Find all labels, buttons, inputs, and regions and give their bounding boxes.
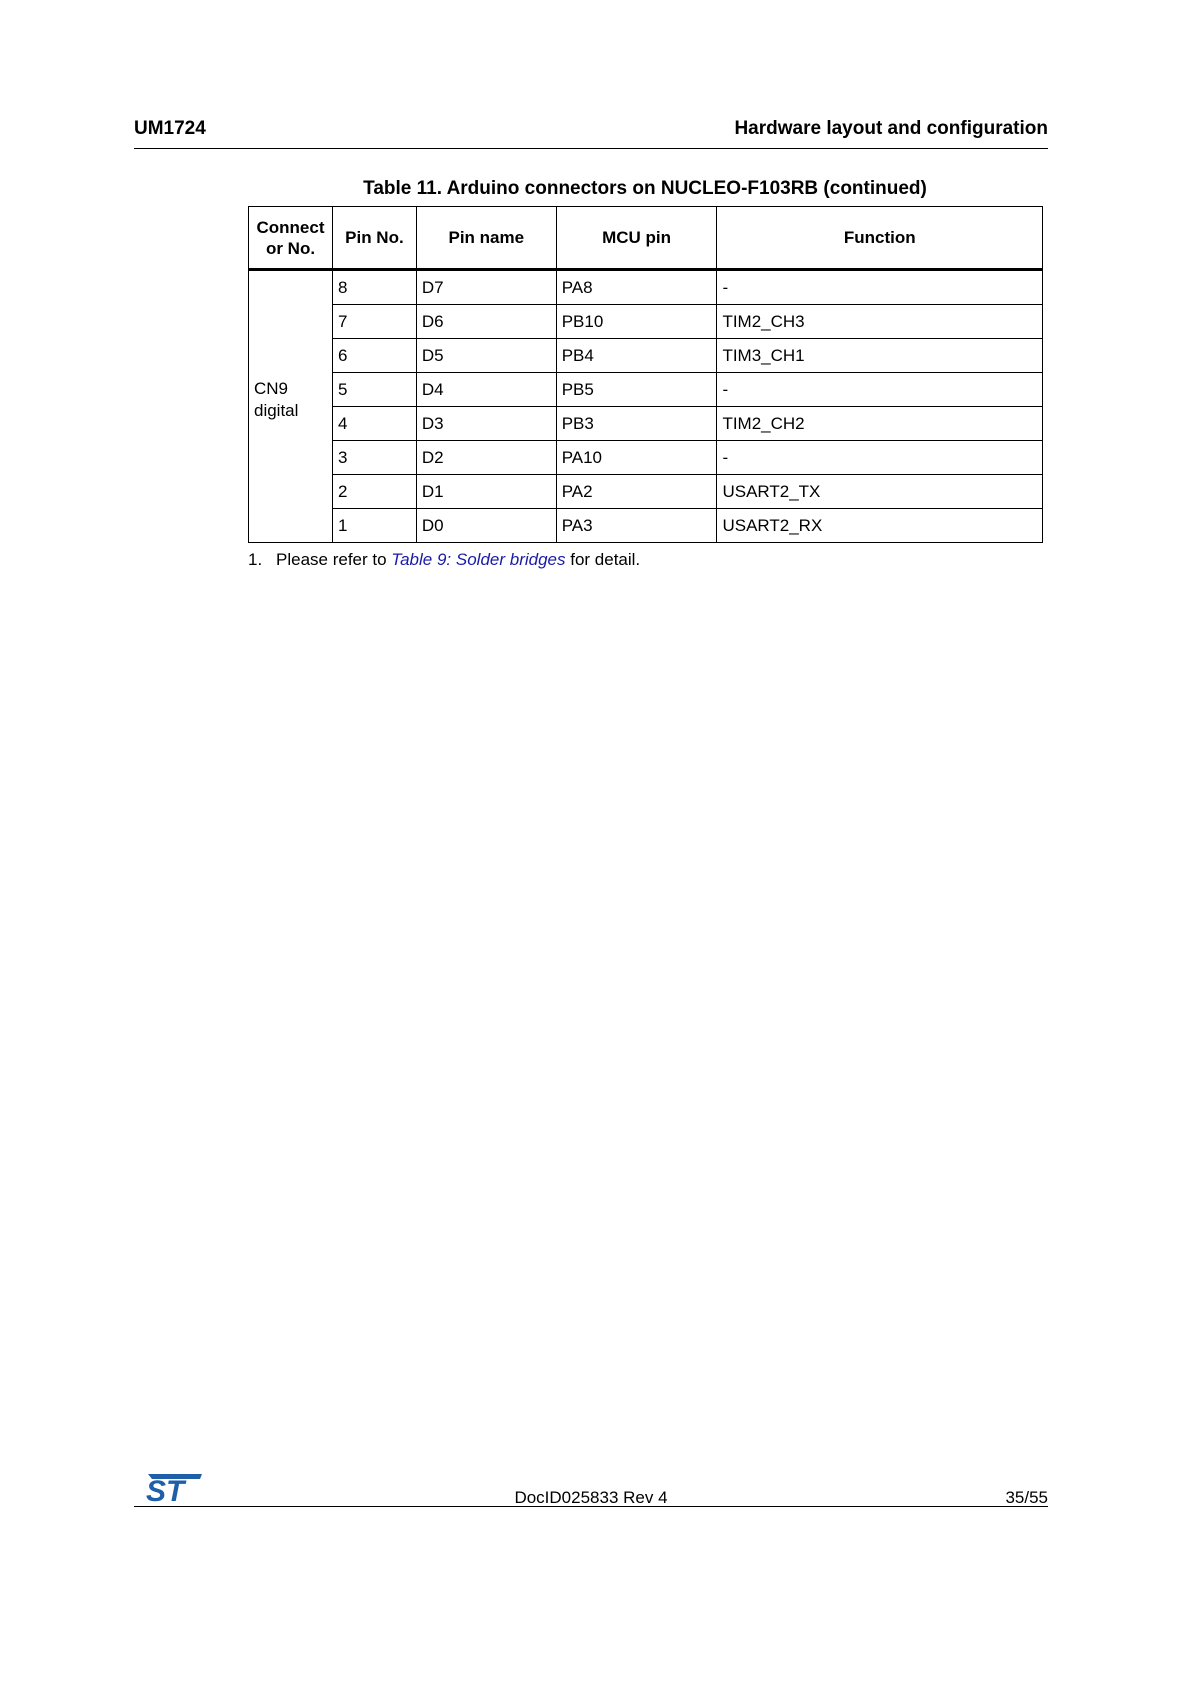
cell-function: USART2_RX	[717, 509, 1043, 543]
cell-pin-name: D2	[416, 441, 556, 475]
table-row	[249, 475, 1043, 509]
table-row	[249, 339, 1043, 373]
table-row	[249, 509, 1043, 543]
cell-mcu-pin: PB10	[556, 305, 717, 339]
cell-pin-name: D3	[416, 407, 556, 441]
cell-function: TIM2_CH3	[717, 305, 1043, 339]
page-number: 35/55	[1005, 1488, 1048, 1507]
cell-mcu-pin: PA10	[556, 441, 717, 475]
header-pin-name: Pin name	[416, 207, 556, 270]
cell-pin-no: 7	[332, 305, 416, 339]
page-footer	[134, 1470, 1048, 1507]
cell-pin-name: D0	[416, 509, 556, 543]
table-caption: Table 11. Arduino connectors on NUCLEO-F103RB (continued)	[363, 178, 927, 199]
cell-function: USART2_TX	[717, 475, 1043, 509]
table-row	[249, 270, 1043, 305]
header-function: Function	[717, 207, 1043, 270]
table-header-row	[249, 207, 1043, 270]
header-connector	[249, 207, 333, 270]
cell-mcu-pin: PB5	[556, 373, 717, 407]
cell-mcu-pin: PA2	[556, 475, 717, 509]
footnote-text-before: Please refer to	[276, 550, 392, 569]
st-logo-text: ST	[146, 1475, 185, 1504]
header-mcu-pin: MCU pin	[556, 207, 717, 270]
page-header	[134, 112, 1048, 149]
cell-pin-no: 2	[332, 475, 416, 509]
cell-pin-no: 4	[332, 407, 416, 441]
cell-pin-name: D7	[416, 270, 556, 305]
table-row	[249, 305, 1043, 339]
connector-group-line2: digital	[254, 400, 299, 420]
doc-revision: DocID025833 Rev 4	[514, 1488, 668, 1507]
cell-pin-name: D5	[416, 339, 556, 373]
table-row	[249, 373, 1043, 407]
doc-id: UM1724	[134, 118, 206, 139]
cell-pin-name: D6	[416, 305, 556, 339]
table-row	[249, 441, 1043, 475]
cell-function: TIM2_CH2	[717, 407, 1043, 441]
cell-mcu-pin: PA8	[556, 270, 717, 305]
cell-pin-no: 1	[332, 509, 416, 543]
cell-function: -	[717, 373, 1043, 407]
cell-pin-name: D1	[416, 475, 556, 509]
cell-pin-no: 3	[332, 441, 416, 475]
cell-mcu-pin: PB4	[556, 339, 717, 373]
cell-pin-name: D4	[416, 373, 556, 407]
cell-pin-no: 5	[332, 373, 416, 407]
connector-group-cell	[249, 270, 333, 543]
footnote-text-after: for detail.	[565, 550, 641, 569]
header-pin-no: Pin No.	[332, 207, 416, 270]
cell-function: -	[717, 270, 1043, 305]
cell-mcu-pin: PB3	[556, 407, 717, 441]
header-connector-line1: Connect	[256, 217, 325, 237]
arduino-connectors-table	[248, 206, 1043, 543]
header-connector-line2: or No.	[265, 238, 316, 258]
cell-pin-no: 6	[332, 339, 416, 373]
cell-pin-no: 8	[332, 270, 416, 305]
solder-bridges-link[interactable]: Table 9: Solder bridges	[391, 550, 566, 569]
cell-function: TIM3_CH1	[717, 339, 1043, 373]
cell-mcu-pin: PA3	[556, 509, 717, 543]
footnote-number: 1.	[248, 550, 263, 569]
table-footnote	[248, 550, 640, 570]
cell-function: -	[717, 441, 1043, 475]
section-title: Hardware layout and configuration	[734, 118, 1048, 139]
table-row	[249, 407, 1043, 441]
connector-group-line1: CN9	[254, 378, 289, 398]
